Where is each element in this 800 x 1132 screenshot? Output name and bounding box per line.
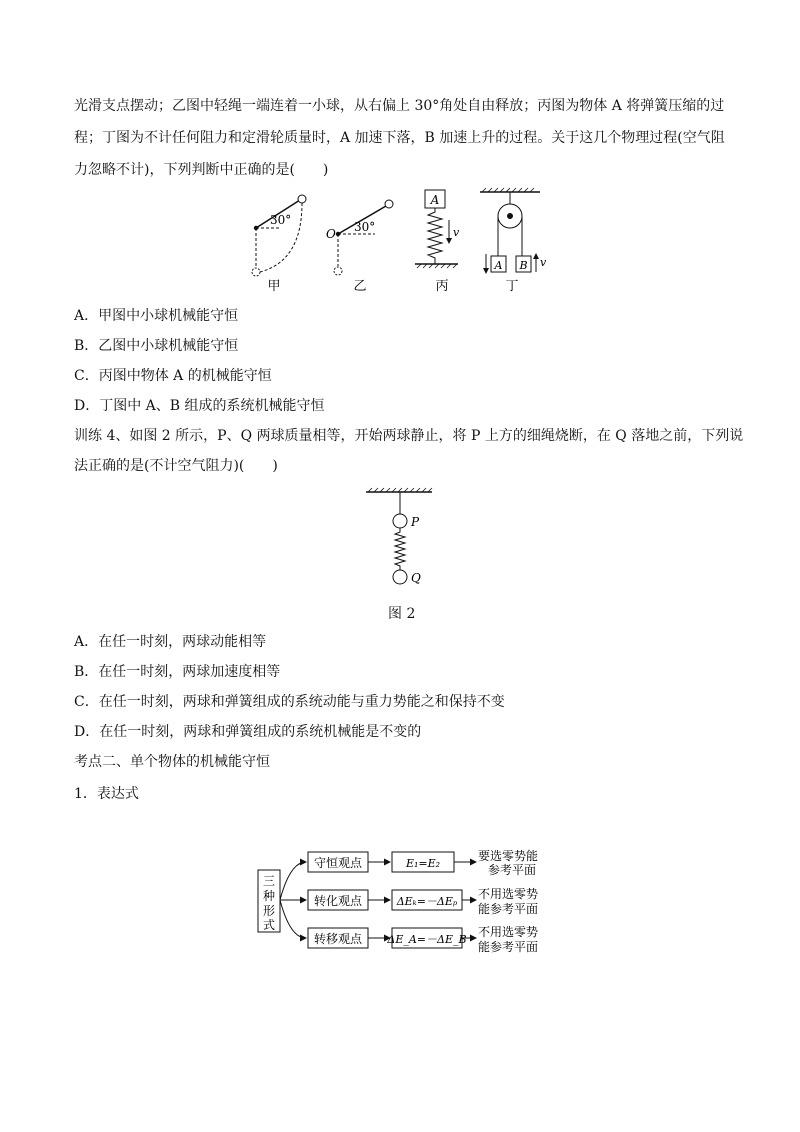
section-heading: 考点二、单个物体的机械能守恒 [74,754,270,770]
q4-option-c: C．在任一时刻，两球和弹簧组成的系统动能与重力势能之和保持不变 [74,694,505,710]
note-conversion-2: 能参考平面 [478,902,539,916]
q4-line-1: 训练 4、如图 2 所示，P、Q 两球质量相等，开始两球静止，将 P 上方的细绳烧断，在 Q 落地之前，下列说 [74,428,744,444]
v-label-bing: v [453,226,460,239]
section-subheading: 1．表达式 [74,786,139,802]
label-jia: 甲 [267,279,281,294]
q4-line-2: 法正确的是(不计空气阻力)( ) [74,458,278,474]
root-char-2: 种 [262,889,276,903]
note-conservation-2: 参考平面 [488,863,537,877]
q3-option-c: C．丙图中物体 A 的机械能守恒 [74,368,272,384]
label-o: O [326,227,336,241]
view-transfer: 转移观点 [313,932,363,946]
root-char-4: 式 [262,918,276,932]
q3-line-1: 光滑支点摆动；乙图中轻绳一端连着一小球，从右偏上 30°角处自由释放；丙图为物体 A 将弹簧压缩的过 [74,98,725,114]
figure-yi [326,200,393,294]
q3-line-2: 程；丁图为不计任何阻力和定滑轮质量时，A 加速下落，B 加速上升的过程。关于这几个物理过程(空气阻 [74,130,725,146]
q4-figure-caption: 图 2 [388,606,416,622]
note-transfer-2: 能参考平面 [478,940,539,954]
label-bing: 丙 [435,279,449,294]
figure-ding [480,188,547,294]
block-a-bing: A [430,193,440,207]
q3-option-b: B．乙图中小球机械能守恒 [74,338,239,354]
formula-conservation: E₁=E₂ [405,857,441,870]
q3-option-d: D．丁图中 A、B 组成的系统机械能守恒 [74,398,325,414]
block-a-ding: A [494,259,503,272]
angle-label-jia: 30° [270,213,292,227]
q4-option-a: A．在任一时刻，两球动能相等 [74,634,267,650]
q4-option-d: D．在任一时刻，两球和弹簧组成的系统机械能是不变的 [74,724,422,740]
q4-figure [360,484,450,594]
q3-line-3: 力忽略不计)，下列判断中正确的是( ) [74,162,329,178]
root-char-1: 三 [262,874,276,888]
q3-figures [240,186,570,296]
view-conservation: 守恒观点 [313,856,363,870]
label-yi: 乙 [353,279,367,294]
formula-conversion: ΔEₖ=－ΔEₚ [396,895,458,908]
note-conversion-1: 不用选零势 [478,887,539,901]
formula-transfer: ΔE_A=－ΔE_B [387,933,467,946]
note-conservation-1: 要选零势能 [478,849,539,863]
figure-bing [415,190,460,294]
figure-jia [252,195,306,294]
root-char-3: 形 [262,904,276,918]
ball-p-label: P [411,515,420,529]
view-conversion: 转化观点 [313,894,363,908]
block-b-ding: B [519,259,528,272]
expression-diagram [250,840,560,970]
note-transfer-1: 不用选零势 [478,925,539,939]
q4-option-b: B．在任一时刻，两球加速度相等 [74,664,281,680]
label-ding: 丁 [505,279,519,294]
ball-q-label: Q [411,571,421,585]
q3-option-a: A．甲图中小球机械能守恒 [74,308,239,324]
angle-label-yi: 30° [354,220,376,234]
v-label-ding: v [540,256,547,269]
